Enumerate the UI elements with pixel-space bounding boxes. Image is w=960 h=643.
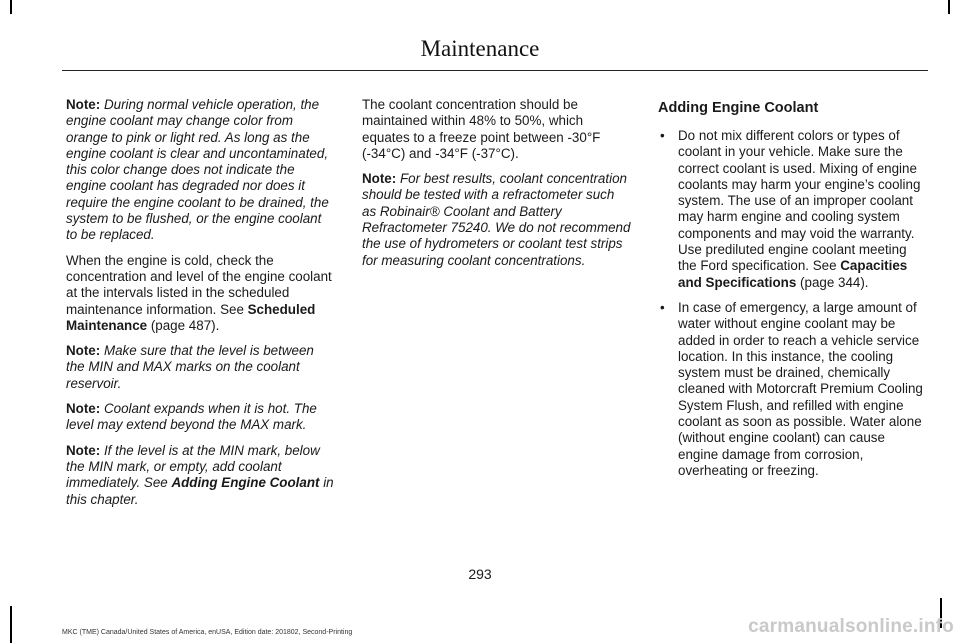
page-reference: (page 487). — [147, 317, 220, 333]
footer-edition: MKC (TME) Canada/United States of America, enUSA, Edition date: 201802, Second-Printing — [62, 629, 353, 636]
link-adding-engine-coolant[interactable]: Adding Engine Coolant — [171, 475, 320, 491]
list-item-text: Do not mix different colors or types of coolant in your vehicle. Make sure the correct coolant is used. Mixing of engine coolants may harm your engine’s cooling system. The use of an improper coolant may harm engine and cooling system components and may void the warranty. Use prediluted engine coolant meeting the Ford specification. See — [678, 128, 921, 274]
note-level-between — [66, 343, 336, 392]
section-heading: Adding Engine Coolant — [658, 100, 819, 116]
note-label: Note: — [362, 171, 397, 187]
column-left — [66, 97, 336, 517]
paragraph-concentration: The coolant concentration should be maintained within 48% to 50%, which equates to a freeze point between -30°F (-34°C) and -34°F (-37°C). — [362, 97, 601, 161]
note-text: Make sure that the level is between the MIN and MAX marks on the coolant reservoir. — [66, 343, 314, 391]
note-text: For best results, coolant concentration should be tested with a refractometer such as Robinair® Coolant and Battery Refractometer 75240. We do not recommend the use of hydrometers or coolant test strips for measuring coolant concentrations. — [362, 171, 631, 268]
crop-mark-top-left-vertical — [10, 0, 12, 14]
note-refractometer — [362, 171, 632, 269]
watermark: carmanualsonline.info — [748, 616, 954, 637]
page-reference: (page 344). — [796, 274, 869, 290]
page-title: Maintenance — [420, 36, 540, 61]
bullet-list — [658, 128, 928, 479]
note-text-end: in this chapter. — [66, 475, 334, 507]
link-scheduled-maintenance[interactable]: Scheduled Maintenance — [66, 301, 316, 333]
crop-mark-bottom-left-vertical — [10, 606, 12, 643]
list-item — [658, 300, 928, 479]
column-middle — [362, 97, 632, 278]
page-number: 293 — [468, 566, 492, 582]
column-right — [658, 97, 928, 488]
note-label: Note: — [66, 97, 101, 112]
bullet-icon: • — [660, 299, 665, 315]
note-label: Note: — [66, 401, 101, 417]
note-label: Note: — [66, 442, 101, 458]
note-min-mark — [66, 443, 336, 508]
link-capacities-specifications[interactable]: Capacities and Specifications — [678, 258, 908, 290]
note-text: Coolant expands when it is hot. The level may extend beyond the MAX mark. — [66, 401, 317, 433]
header-divider — [62, 70, 928, 71]
paragraph-check-coolant — [66, 253, 336, 334]
crop-mark-top-right-vertical — [948, 0, 950, 14]
note-color-change — [66, 97, 336, 244]
note-label: Note: — [66, 343, 101, 359]
bullet-icon: • — [660, 128, 665, 143]
list-item-text: In case of emergency, a large amount of water without engine coolant may be added in order to reach a vehicle service location. In this instance, the cooling system must be drained, chemically cleaned with Motorcraft Premium Cooling System Flush, and refilled with engine coolant as soon as possible. Water alone (without engine coolant) can cause engine damage from corrosion, overheating or freezing. — [678, 299, 923, 478]
list-item — [658, 128, 928, 291]
paragraph-text: When the engine is cold, check the concentration and level of the engine coolant at the intervals listed in the scheduled maintenance information. See — [66, 252, 332, 317]
note-text: During normal vehicle operation, the engine coolant may change color from orange to pink or light red. As long as the engine coolant is clear and uncontaminated, this color change does not indicate the engine coolant has degraded nor does it require the engine coolant to be drained, the system to be flushed, or the engine coolant to be replaced. — [66, 97, 329, 243]
note-coolant-expands — [66, 401, 336, 434]
note-text: If the level is at the MIN mark, below the MIN mark, or empty, add coolant immediately. See — [66, 442, 320, 491]
